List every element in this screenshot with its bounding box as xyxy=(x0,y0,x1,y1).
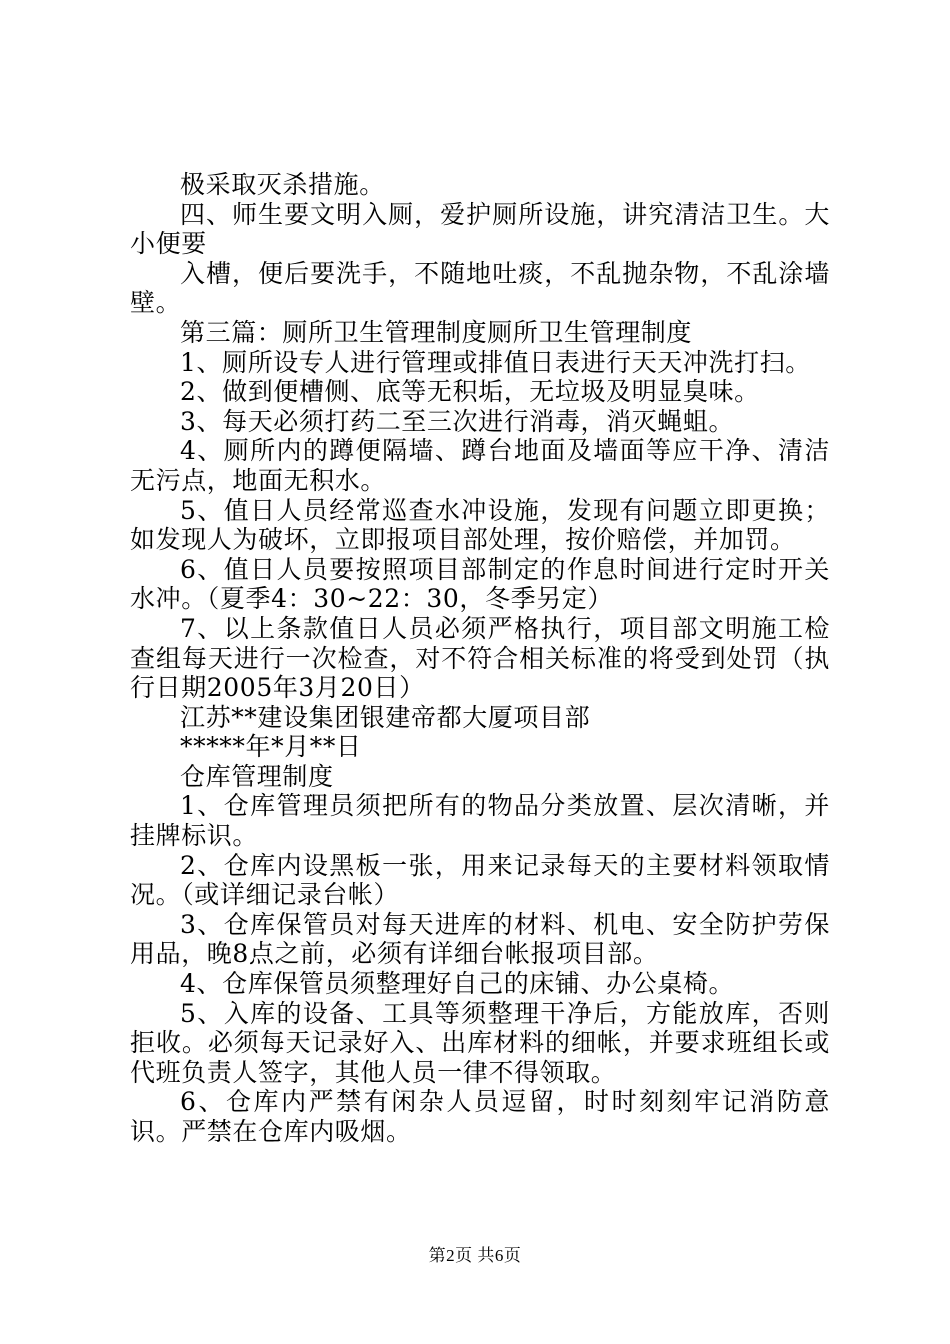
signature-organization: 江苏**建设集团银建帝都大厦项目部 xyxy=(180,702,591,732)
section-heading: 仓库管理制度 xyxy=(180,761,334,791)
paragraph: 7、以上条款值日人员必须严格执行，项目部文明施工检查组每天进行一次检查，对不符合相关标准的将受到处罚（执行日期2005年3月20日） xyxy=(130,613,830,703)
paragraph: 入槽，便后要洗手，不随地吐痰，不乱抛杂物，不乱涂墙壁。 xyxy=(130,258,830,318)
paragraph: 5、入库的设备、工具等须整理干净后，方能放库，否则拒收。必须每天记录好入、出库材料的细帐，并要求班组长或代班负责人签字，其他人员一律不得领取。 xyxy=(130,998,830,1087)
signature-date: *****年*月**日 xyxy=(180,732,362,762)
paragraph: 1、厕所设专人进行管理或排值日表进行天天冲洗打扫。 xyxy=(180,347,811,377)
paragraph: 极采取灭杀措施。 xyxy=(180,170,385,199)
paragraph: 2、做到便槽侧、底等无积垢，无垃圾及明显臭味。 xyxy=(180,377,760,407)
document-body xyxy=(130,170,830,1147)
paragraph: 3、仓库保管员对每天进库的材料、机电、安全防护劳保用品，晚8点之前，必须有详细台帐报项目部。 xyxy=(130,909,830,969)
paragraph: 3、每天必须打药二至三次进行消毒，消灭蝇蛆。 xyxy=(180,406,735,436)
paragraph: 4、厕所内的蹲便隔墙、蹲台地面及墙面等应干净、清洁无污点，地面无积水。 xyxy=(130,436,830,495)
paragraph: 6、值日人员要按照项目部制定的作息时间进行定时开关水冲。（夏季4：30~22：30，冬季另定） xyxy=(130,554,830,614)
paragraph: 四、师生要文明入厕，爱护厕所设施，讲究清洁卫生。大小便要 xyxy=(130,199,830,259)
paragraph: 4、仓库保管员须整理好自己的床铺、办公桌椅。 xyxy=(180,969,735,999)
paragraph: 2、仓库内设黑板一张，用来记录每天的主要材料领取情况。（或详细记录台帐） xyxy=(130,850,830,910)
paragraph: 1、仓库管理员须把所有的物品分类放置、层次清晰，并挂牌标识。 xyxy=(130,791,830,851)
page-number-footer: 第2页 共6页 xyxy=(428,1246,522,1265)
section-heading: 第三篇：厕所卫生管理制度厕所卫生管理制度 xyxy=(180,317,693,347)
paragraph: 6、仓库内严禁有闲杂人员逗留，时时刻刻牢记消防意识。严禁在仓库内吸烟。 xyxy=(130,1087,830,1146)
paragraph: 5、值日人员经常巡查水冲设施，发现有问题立即更换；如发现人为破坏，立即报项目部处理，按价赔偿，并加罚。 xyxy=(130,495,830,555)
